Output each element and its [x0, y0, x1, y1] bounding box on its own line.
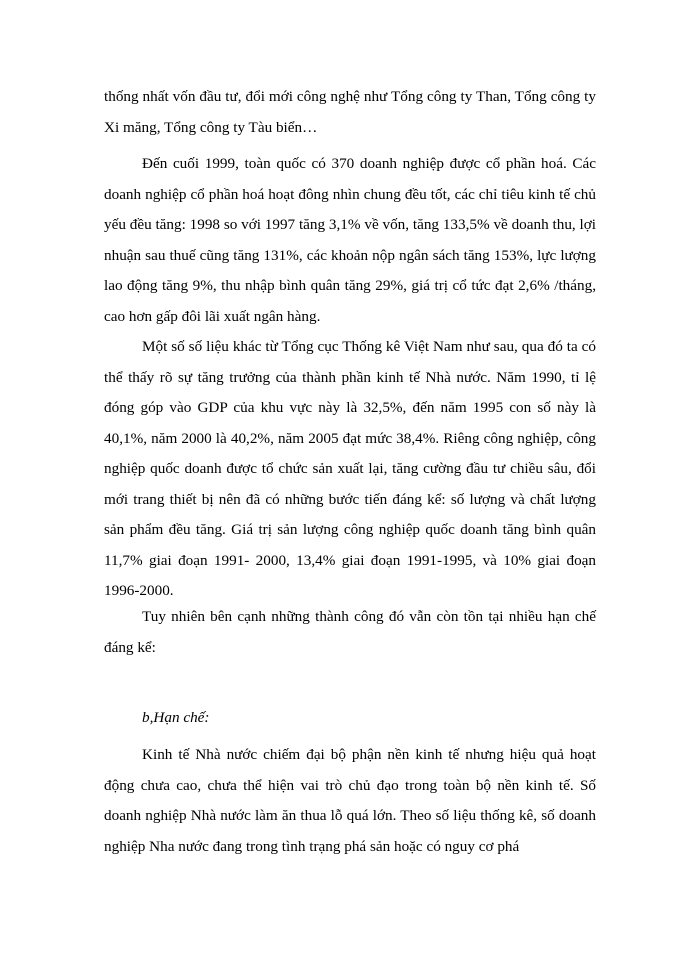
section-heading-limitations: b,Hạn chế: [142, 709, 210, 726]
paragraph-continuation: thống nhất vốn đầu tư, đổi mới công nghệ như Tổng công ty Than, Tổng công ty Xi măng, Tổng công ty Tàu biển… [104, 88, 596, 136]
paragraph-limitations-body: Kinh tế Nhà nước chiếm đại bộ phận nền kinh tế nhưng hiệu quả hoạt động chưa cao, chưa thể hiện vai trò chủ đạo trong toàn bộ nền kinh tế. Số doanh nghiệp Nhà nước làm ăn thua lỗ quá lớn. Theo số liệu thống kê, số doanh nghiệp Nha nước đang trong tình trạng phá sản hoặc có nguy cơ phá [104, 746, 596, 855]
paragraph-equitization-results: Đến cuối 1999, toàn quốc có 370 doanh nghiệp được cổ phần hoá. Các doanh nghiệp cổ phần hoá hoạt đông nhìn chung đều tốt, các chỉ tiêu kinh tế chủ yếu đều tăng: 1998 so với 1997 tăng 3,1% về vốn, tăng 133,5% về doanh thu, lợi nhuận sau thuế cũng tăng 131%, các khoản nộp ngân sách tăng 153%, lực lượng lao động tăng 9%, thu nhập bình quân tăng 29%, giá trị cổ tức đạt 2,6% /tháng, cao hơn gấp đôi lãi xuất ngân hàng. [104, 155, 596, 325]
paragraph-statistics: Một số số liệu khác từ Tổng cục Thống kê Việt Nam như sau, qua đó ta có thể thấy rõ sự tăng trưởng của thành phần kinh tế Nhà nước. Năm 1990, tỉ lệ đóng góp vào GDP của khu vực này là 32,5%, đến năm 1995 con số này là 40,1%, năm 2000 là 40,2%, năm 2005 đạt mức 38,4%. Riêng công nghiệp, công nghiệp quốc doanh được tổ chức sản xuất lại, tăng cường đầu tư chiều sâu, đổi mới trang thiết bị nên đã có những bước tiến đáng kể: số lượng và chất lượng sản phẩm đều tăng. Giá trị sản lượng công nghiệp quốc doanh tăng bình quân 11,7% giai đoạn 1991- 2000, 13,4% giai đoạn 1991-1995, và 10% giai đoạn 1996-2000. [104, 338, 596, 599]
paragraph-limitations-intro: Tuy nhiên bên cạnh những thành công đó vẫn còn tồn tại nhiều hạn chế đáng kể: [104, 608, 596, 656]
